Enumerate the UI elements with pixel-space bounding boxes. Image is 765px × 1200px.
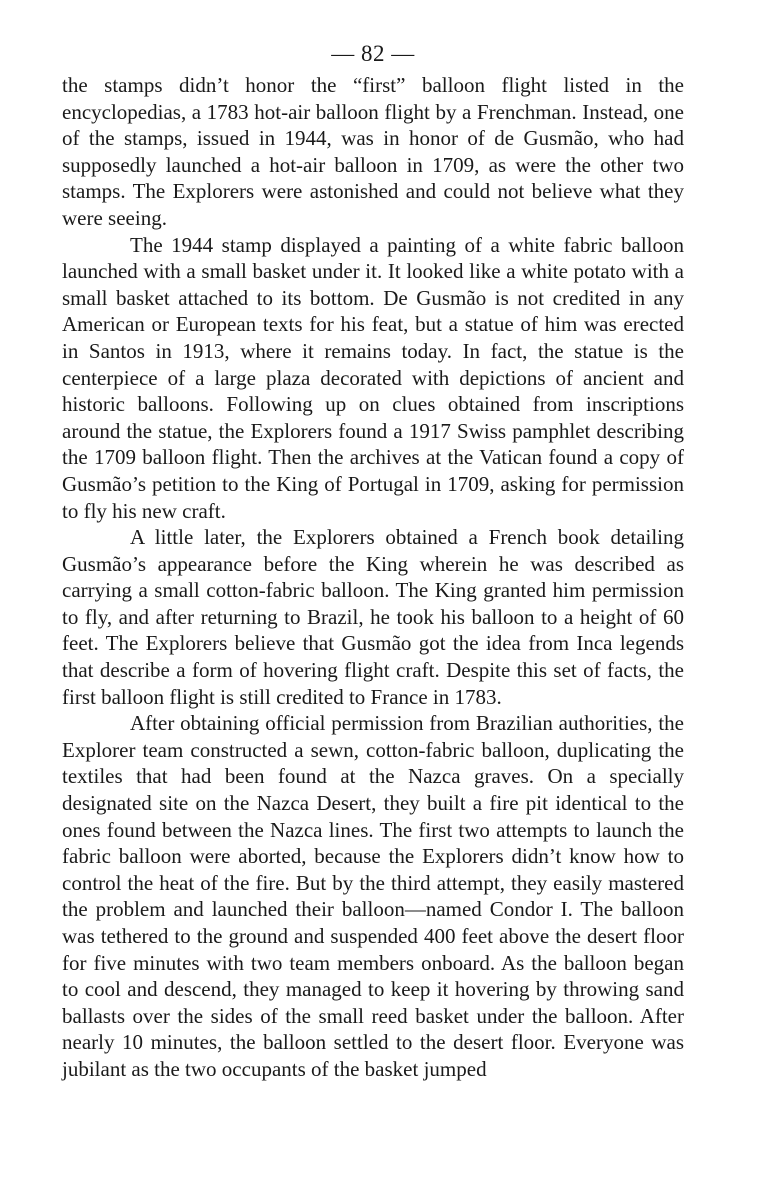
book-page	[62, 40, 684, 1083]
paragraph-stamp-description: The 1944 stamp displayed a painting of a white fabric balloon launched with a small basket under it. It looked like a white potato with a small basket attached to its bottom. De Gusmão is not credited in any American or European texts for his feat, but a statue of him was erected in Santos in 1913, where it remains today. In fact, the statue is the centerpiece of a large plaza decorated with depictions of ancient and historic balloons. Following up on clues obtained from inscriptions around the statue, the Explorers found a 1917 Swiss pamphlet describing the 1709 balloon flight. Then the archives at the Vatican found a copy of Gusmão’s petition to the King of Portugal in 1709, asking for permission to fly his new craft.	[62, 232, 684, 523]
page-number: — 82 —	[331, 41, 415, 66]
paragraph-continuation: the stamps didn’t honor the “first” balloon flight listed in the encyclopedias, a 1783 hot-air balloon flight by a Frenchman. Instead, one of the stamps, issued in 1944, was in honor of de Gusmão, who had supposedly launched a hot-air balloon in 1709, as were the other two stamps. The Explorers were astonished and could not believe what they were seeing.	[62, 73, 684, 230]
paragraph-french-book: A little later, the Explorers obtained a French book detailing Gusmão’s appearance before the King wherein he was described as carrying a small cotton-fabric balloon. The King granted him permission to fly, and after returning to Brazil, he took his balloon to a height of 60 feet. The Explorers believe that Gusmão got the idea from Inca legends that describe a form of hovering flight craft. Despite this set of facts, the first balloon flight is still credited to France in 1783.	[62, 525, 684, 709]
paragraph-condor-launch: After obtaining official permission from Brazilian authorities, the Explorer team constructed a sewn, cotton-fabric balloon, duplicating the textiles that had been found at the Nazca graves. On a specially designated site on the Nazca Desert, they built a fire pit identical to the ones found between the Nazca lines. The first two attempts to launch the fabric balloon were aborted, because the Explorers didn’t know how to control the heat of the fire. But by the third attempt, they easily mastered the problem and launched their balloon—named Condor I. The balloon was tethered to the ground and suspended 400 feet above the desert floor for five minutes with two team members onboard. As the balloon began to cool and descend, they managed to keep it hovering by throwing sand ballasts over the sides of the small reed basket under the balloon. After nearly 10 minutes, the balloon settled to the desert floor. Everyone was jubilant as the two occupants of the basket jumped	[62, 711, 684, 1081]
